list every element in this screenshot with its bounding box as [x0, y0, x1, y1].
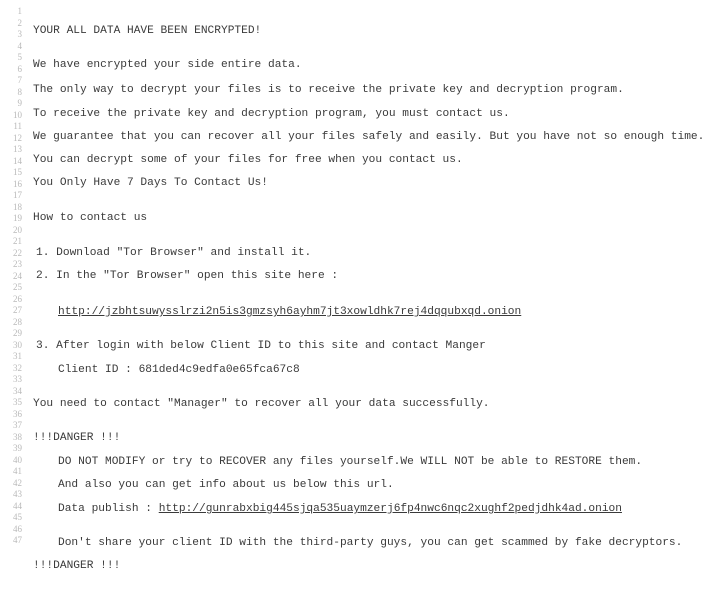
text-line-content: You Only Have 7 Days To Contact Us!: [33, 177, 268, 189]
line-number: 3: [17, 29, 22, 39]
line-number: 45: [13, 512, 22, 522]
line-number: 14: [13, 155, 22, 166]
text-line: [0, 6, 667, 37]
line-number: 10: [13, 109, 22, 120]
text-line-content: The only way to decrypt your files is to receive the private key and decryption program.: [33, 84, 624, 96]
line-number: 16: [13, 178, 22, 189]
line-number: 39: [13, 443, 22, 453]
line-number: 32: [13, 362, 22, 373]
line-number: 34: [13, 385, 22, 396]
line-number: 1: [17, 6, 22, 16]
line-number: 20: [13, 224, 22, 235]
line-number: 19: [13, 213, 22, 223]
instruction-step-2: 2. In the "Tor Browser" open this site here :: [36, 270, 339, 282]
line-number: 26: [13, 293, 22, 304]
line-number: 37: [13, 420, 22, 430]
line-number: 15: [13, 167, 22, 177]
line-number: 28: [13, 316, 22, 327]
line-number: 29: [13, 328, 22, 338]
section-heading: How to contact us: [33, 212, 148, 224]
line-number: 40: [13, 454, 22, 465]
line-number: 44: [13, 500, 22, 511]
line-number: 35: [13, 397, 22, 407]
line-number: 9: [17, 98, 22, 108]
text-line: [0, 484, 667, 515]
data-publish-link[interactable]: http://gunrabxbig445sjqa535uaymzerj6fp4nwc6nqc2xughf2pedjdhk4ad.onion: [158, 503, 622, 515]
data-publish-line: [58, 503, 622, 515]
line-number: 8: [17, 86, 22, 97]
line-number: 42: [13, 477, 22, 488]
client-id: Client ID : 681ded4c9edfa0e65fca67c8: [58, 364, 300, 376]
line-number: 31: [13, 351, 22, 361]
line-number: 30: [13, 339, 22, 350]
line-number: 5: [17, 52, 22, 62]
text-line: [0, 541, 667, 572]
line-number: 36: [13, 408, 22, 419]
onion-contact-link[interactable]: http://jzbhtsuwysslrzi2n5is3gmzsyh6ayhm7jt3xowldhk7rej4dqqubxqd.onion: [58, 306, 522, 318]
line-number: 38: [13, 431, 22, 442]
line-number: 27: [13, 305, 22, 315]
danger-heading: !!!DANGER !!!: [33, 560, 121, 572]
line-number: 47: [13, 535, 22, 545]
line-number: 24: [13, 270, 22, 281]
text-line-content: DO NOT MODIFY or try to RECOVER any files yourself.We WILL NOT be able to RESTORE them.: [58, 456, 643, 468]
line-number: 18: [13, 201, 22, 212]
text-line-content: You can decrypt some of your files for free when you contact us.: [33, 154, 463, 166]
text-line: [0, 40, 667, 71]
text-line-content: We guarantee that you can recover all your files safely and easily. But you have not so enough time.: [33, 131, 704, 143]
line-number: 7: [17, 75, 22, 85]
line-number: 11: [13, 121, 22, 131]
line-number: 25: [13, 282, 22, 292]
ransom-title: YOUR ALL DATA HAVE BEEN ENCRYPTED!: [33, 25, 262, 37]
text-line-content: To receive the private key and decryption program, you must contact us.: [33, 108, 510, 120]
instruction-step-3: 3. After login with below Client ID to this site and contact Manger: [36, 340, 486, 352]
line-number: 17: [13, 190, 22, 200]
line-number: 6: [17, 63, 22, 74]
text-line: [0, 65, 667, 96]
line-number: 21: [13, 236, 22, 246]
text-line-content: And also you can get info about us below this url.: [58, 479, 394, 491]
line-number: 43: [13, 489, 22, 499]
text-line-content: Don't share your client ID with the third-party guys, you can get scammed by fake decryptors.: [58, 537, 683, 549]
text-line-content: You need to contact "Manager" to recover all your data successfully.: [33, 398, 490, 410]
line-number: 23: [13, 259, 22, 269]
line-number: 46: [13, 523, 22, 534]
line-number: 12: [13, 132, 22, 143]
line-number: 33: [13, 374, 22, 384]
line-number: 2: [17, 17, 22, 28]
line-number: 13: [13, 144, 22, 154]
line-number: 22: [13, 247, 22, 258]
text-line-content: We have encrypted your side entire data.: [33, 59, 302, 71]
danger-heading: !!!DANGER !!!: [33, 432, 121, 444]
data-publish-label: Data publish :: [58, 503, 159, 515]
line-number: 41: [13, 466, 22, 476]
line-number: 4: [17, 40, 22, 51]
instruction-step-1: 1. Download "Tor Browser" and install it.: [36, 247, 312, 259]
